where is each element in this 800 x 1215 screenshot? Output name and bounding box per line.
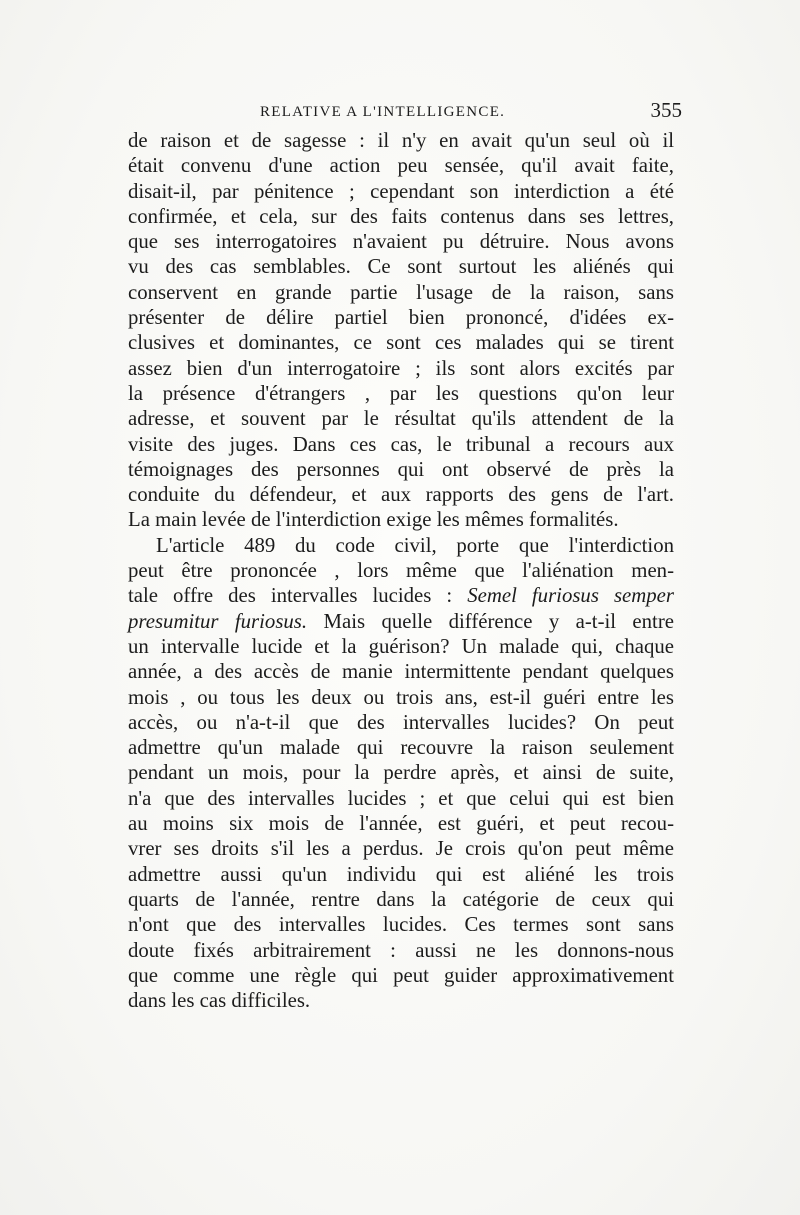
text-line: présenter de délire partiel bien prononcé, d'idées ex- xyxy=(128,306,674,330)
text-line: dans les cas difficiles. xyxy=(128,989,311,1013)
latin-maxim-part-1: Semel furiosus semper xyxy=(467,584,675,608)
text-run: tale offre des intervalles lucides : xyxy=(128,584,453,608)
text-line: assez bien d'un interrogatoire ; ils sont alors excités par xyxy=(128,356,674,380)
latin-maxim-part-2: presumitur furiosus. xyxy=(128,609,308,633)
text-line: adresse, et souvent par le résultat qu'ils attendent de la xyxy=(128,407,674,431)
text-line: vrer ses droits s'il les a perdus. Je crois qu'on peut même xyxy=(128,837,674,861)
page-number: 355 xyxy=(650,98,682,122)
text-line: de raison et de sagesse : il n'y en avait qu'un seul où il xyxy=(128,129,674,152)
text-line: un intervalle lucide et la guérison? Un malade qui, chaque xyxy=(128,634,674,658)
text-line-with-latin xyxy=(128,609,674,634)
text-line: conduite du défendeur, et aux rapports des gens de l'art. xyxy=(128,483,674,507)
text-line: doute fixés arbitrairement : aussi ne les donnons-nous xyxy=(128,938,674,962)
text-line: La main levée de l'interdiction exige les mêmes formalités. xyxy=(128,508,619,532)
text-line: témoignages des personnes qui ont observé de près la xyxy=(128,457,674,481)
text-line: peut être prononcée , lors même que l'aliénation men- xyxy=(128,559,674,583)
text-line: mois , ou tous les deux ou trois ans, est-il guéri entre les xyxy=(128,685,674,709)
text-line: L'article 489 du code civil, porte que l'interdiction xyxy=(156,533,674,557)
running-title: RELATIVE A L'INTELLIGENCE. xyxy=(260,104,506,120)
text-line: admettre aussi qu'un individu qui est aliéné les trois xyxy=(128,862,674,886)
text-line: pendant un mois, pour la perdre après, et ainsi de suite, xyxy=(128,761,674,785)
text-line: accès, ou n'a-t-il que des intervalles lucides? On peut xyxy=(128,710,674,734)
text-line-with-latin xyxy=(128,583,674,608)
text-line: visite des juges. Dans ces cas, le tribunal a recours aux xyxy=(128,432,674,456)
text-line: que ses interrogatoires n'avaient pu détruire. Nous avons xyxy=(128,230,674,254)
text-line: quarts de l'année, rentre dans la catégorie de ceux qui xyxy=(128,887,674,911)
text-line: disait-il, par pénitence ; cependant son interdiction a été xyxy=(128,179,674,203)
text-line: année, a des accès de manie intermittente pendant quelques xyxy=(128,660,674,684)
page-header xyxy=(128,98,688,128)
text-line: la présence d'étrangers , par les questions qu'on leur xyxy=(128,381,674,405)
text-line: admettre qu'un malade qui recouvre la raison seulement xyxy=(128,736,674,760)
text-run: Mais quelle différence y a-t-il entre xyxy=(323,609,674,633)
text-line: au moins six mois de l'année, est guéri, et peut recou- xyxy=(128,812,674,836)
text-line: que comme une règle qui peut guider approximativement xyxy=(128,963,674,987)
body-text xyxy=(128,128,674,1013)
text-line: confirmée, et cela, sur des faits contenus dans ses lettres, xyxy=(128,204,674,228)
text-line: vu des cas semblables. Ce sont surtout les aliénés qui xyxy=(128,255,674,279)
text-line: n'ont que des intervalles lucides. Ces termes sont sans xyxy=(128,913,674,937)
text-line: clusives et dominantes, ce sont ces malades qui se tirent xyxy=(128,331,674,355)
text-line: était convenu d'une action peu sensée, qu'il avait faite, xyxy=(128,154,674,178)
text-line: conservent en grande partie l'usage de la raison, sans xyxy=(128,280,674,304)
text-line: n'a que des intervalles lucides ; et que celui qui est bien xyxy=(128,786,674,810)
